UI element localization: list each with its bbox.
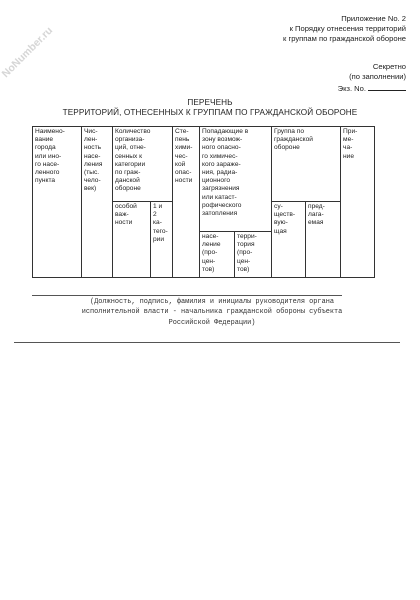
- appendix-order-line: к Порядку отнесения территорий: [289, 24, 406, 33]
- copy-number-row: [338, 82, 406, 94]
- signature-caption-line-2: исполнительной власти - начальника гражданской обороны субъекта: [81, 308, 343, 317]
- appendix-groups-line: к группам по гражданской обороне: [283, 34, 406, 43]
- header-special-importance: особой важ- ности: [113, 202, 151, 278]
- header-settlement-name: Наимено- вание города или ино- го насе- ленного пункта: [33, 127, 82, 278]
- territory-table: [32, 126, 375, 278]
- copy-number-field: [368, 82, 406, 91]
- secret-label: Секретно: [372, 62, 406, 71]
- header-zone-territory: терри- тория (про- цен- тов): [235, 232, 272, 278]
- header-chemical-danger: Сте- пень хими- чес- кой опас- ности: [173, 127, 200, 278]
- signature-caption: [22, 297, 402, 328]
- title-line-2: ТЕРРИТОРИЙ, ОТНЕСЕННЫХ К ГРУППАМ ПО ГРАЖДАНСКОЙ ОБОРОНЕ: [62, 108, 358, 117]
- header-category-1-2: 1 и 2 ка- тего- рии: [151, 202, 173, 278]
- document-title: [14, 98, 406, 118]
- header-group-existing: су- ществ- вую- щая: [272, 202, 306, 278]
- signature-line: [32, 295, 342, 296]
- copy-number-label: Экз. No.: [337, 84, 366, 93]
- title-line-1: ПЕРЕЧЕНЬ: [187, 98, 233, 107]
- watermark-text: NoNumber.ru: [0, 24, 56, 81]
- appendix-number: Приложение No. 2: [341, 14, 406, 23]
- after-filling-label: (по заполнении): [349, 72, 406, 81]
- header-hazard-zone: Попадающие в зону возмож- ного опасно- го химичес- кого зараже- ния, радиа- ционного загрязнения или катаст- рофического затопления: [200, 127, 272, 232]
- classification-block: [338, 62, 406, 94]
- watermark: [0, 0, 110, 110]
- header-note: При- ме- ча- ние: [341, 127, 375, 278]
- appendix-header: [283, 14, 406, 44]
- header-zone-population: насе- ление (про- цен- тов): [200, 232, 235, 278]
- header-organizations-count: Количество организа- ций, отне- сенных к категории по граж- данской обороне: [113, 127, 173, 202]
- bottom-rule: [14, 342, 400, 343]
- signature-caption-line-3: Российской Федерации): [168, 318, 256, 327]
- header-population: Чис- лен- ность насе- ления (тыс. чело- век): [82, 127, 113, 278]
- header-civil-defense-group: Группа по гражданской обороне: [272, 127, 341, 202]
- signature-caption-line-1: (Должность, подпись, фамилия и инициалы руководителя органа: [90, 298, 334, 306]
- header-group-proposed: пред- лага- емая: [306, 202, 341, 278]
